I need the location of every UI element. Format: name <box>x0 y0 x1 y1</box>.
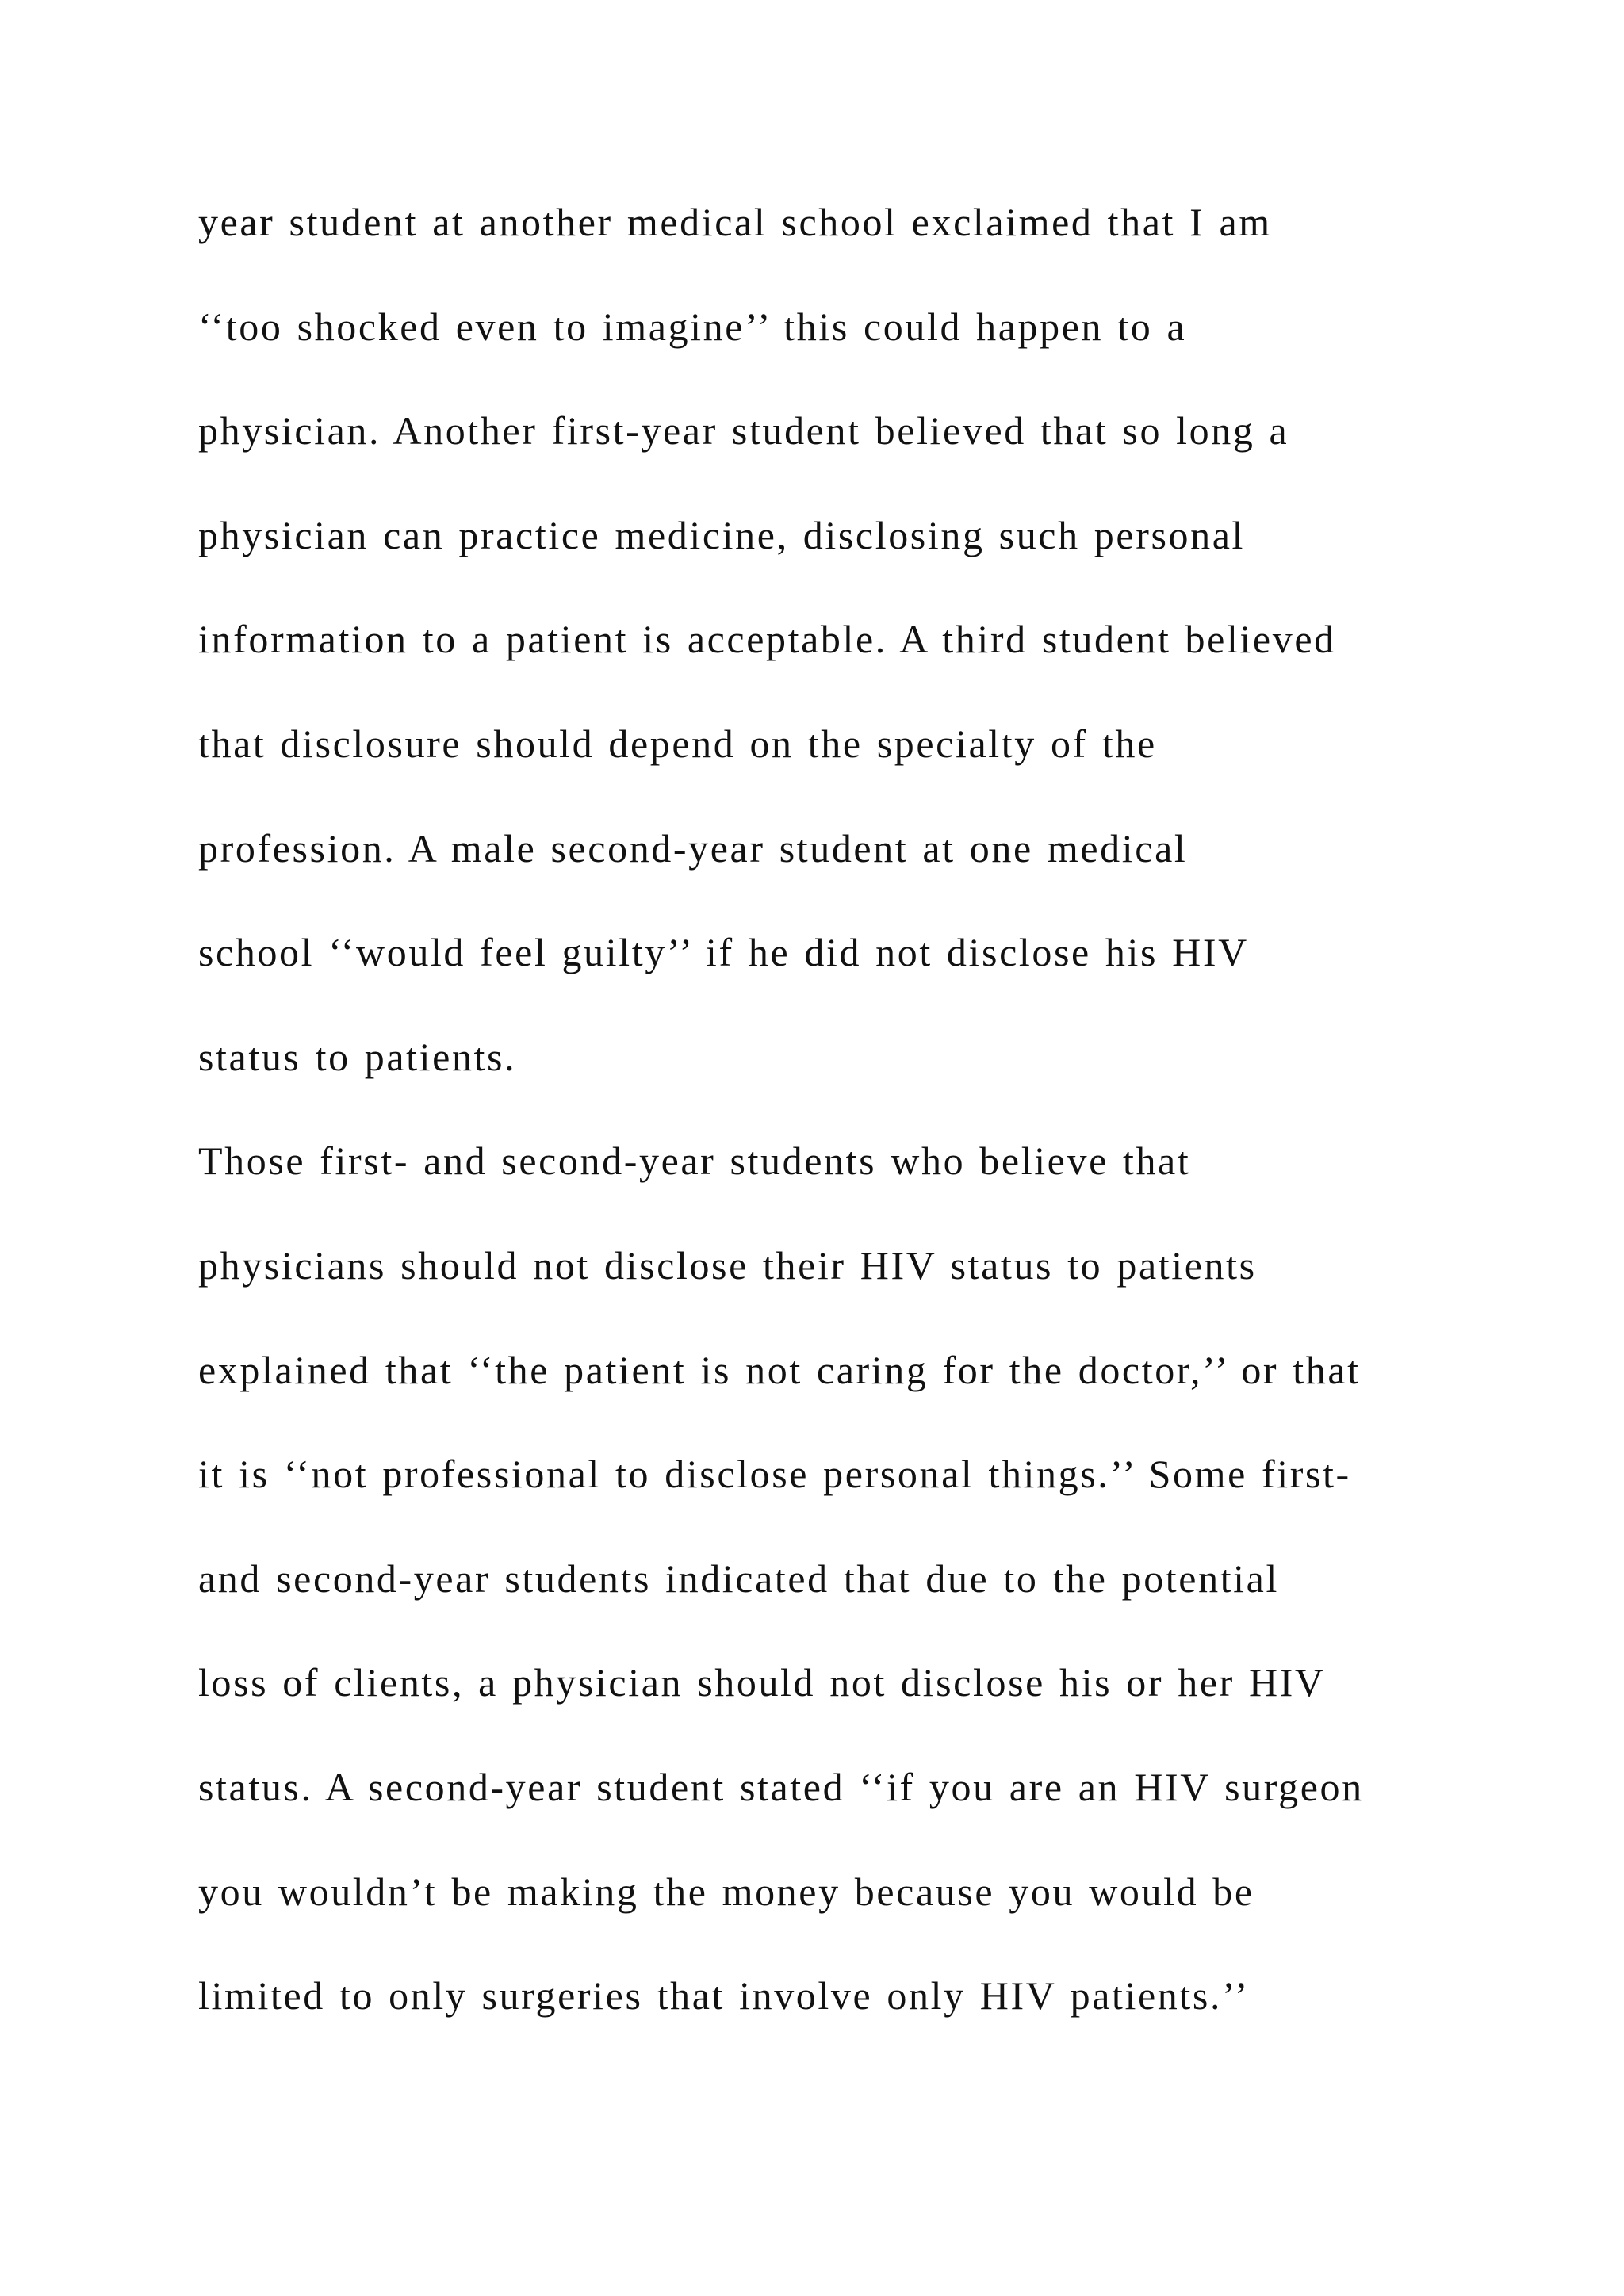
text-line: Those first- and second-year students who believe that <box>198 1138 1191 1184</box>
text-line: you wouldn’t be making the money because you would be <box>198 1869 1254 1914</box>
text-line: status. A second-year student stated ‘‘if you are an HIV surgeon <box>198 1764 1364 1809</box>
text-line: status to patients. <box>198 1034 517 1079</box>
text-line: it is ‘‘not professional to disclose personal things.’’ Some first- <box>198 1452 1351 1497</box>
text-line: physician can practice medicine, disclosing such personal <box>198 512 1245 557</box>
text-line: physicians should not disclose their HIV status to patients <box>198 1242 1257 1288</box>
text-line: limited to only surgeries that involve only HIV patients.’’ <box>198 1973 1250 2019</box>
text-line: year student at another medical school exclaimed that I am <box>198 200 1272 244</box>
text-line: ‘‘too shocked even to imagine’’ this could happen to a <box>198 304 1187 349</box>
text-line: profession. A male second-year student at one medical <box>198 825 1188 871</box>
text-line: and second-year students indicated that due to the potential <box>198 1556 1279 1601</box>
body-text <box>198 194 1507 2072</box>
text-line: explained that ‘‘the patient is not caring for the doctor,’’ or that <box>198 1347 1361 1392</box>
text-line: school ‘‘would feel guilty’’ if he did not disclose his HIV <box>198 930 1249 975</box>
text-line: information to a patient is acceptable. A third student believed <box>198 617 1336 662</box>
text-line: that disclosure should depend on the specialty of the <box>198 721 1157 766</box>
text-line: physician. Another first-year student believed that so long a <box>198 408 1289 453</box>
text-line: loss of clients, a physician should not disclose his or her HIV <box>198 1660 1326 1705</box>
